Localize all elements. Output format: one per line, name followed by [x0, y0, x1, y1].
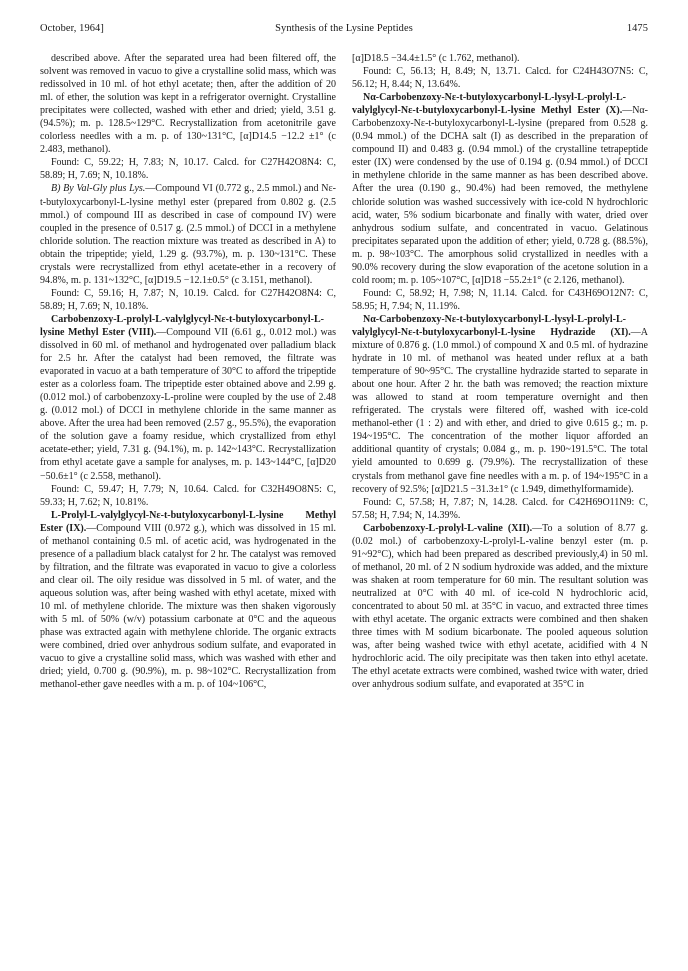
compound-heading: Nα-Carbobenzoxy-Nε-t-butyloxycarbonyl-L-lysyl-L-prolyl-L-valylglycyl-Nε-t-butyloxycarbonyl-L-lysine Methyl Ester (X). [352, 92, 626, 117]
header-page-number: 1475 [626, 23, 648, 34]
paragraph-text: Found: C, 59.22; H, 7.83; N, 10.17. Calcd. for C27H42O8N4: C, 58.89; H, 7.69; N, 10.18%. [40, 157, 336, 182]
paragraph-text: Found: C, 57.58; H, 7.87; N, 14.28. Calcd. for C42H69O11N9: C, 57.58; H, 7.94; N, 14.39%. [352, 496, 648, 521]
paragraph [352, 65, 648, 91]
left-column [40, 52, 336, 957]
paragraph [352, 287, 648, 313]
paragraph-text: Found: C, 56.13; H, 8.49; N, 13.71. Calcd. for C24H43O7N5: C, 56.12; H, 8.44; N, 13.64%. [352, 66, 648, 91]
header-title: Synthesis of the Lysine Peptides [275, 23, 413, 34]
paragraph [40, 509, 336, 692]
paragraph [40, 483, 336, 509]
paragraph [352, 522, 648, 692]
paragraph-text: —Compound VI (0.772 g., 2.5 mmol.) and Nε-t-butyloxycarbonyl-L-lysine methyl ester (prepared from 0.802 g. (2.5 mmol.) of compound III as described in case of compound IV) were coupled in the presence of 0.517 g. (2.5 mmol.) of DCCI in a methylene chloride solution. The reaction mixture was treated as described in A) to obtain the tripeptide; yield, 1.29 g. (93.7%), m. p. 130~131°C. These crystals were recrystallized from ethyl acetate-ether in a recovery of 94.8%, m. p. 131~132°C, [α]D19.5 −12.1±0.5° (c 3.151, methanol). [40, 183, 336, 286]
compound-heading: Carbobenzoxy-L-prolyl-L-valylglycyl-Nε-t-butyloxycarbonyl-L-lysine Methyl Ester (VIII). [40, 313, 324, 338]
paragraph [40, 182, 336, 286]
paragraph [352, 313, 648, 496]
compound-heading: L-Prolyl-L-valylglycyl-Nε-t-butyloxycarbonyl-L-lysine Methyl Ester (IX). [40, 509, 336, 534]
paragraph [40, 156, 336, 182]
paragraph-text: [α]D18.5 −34.4±1.5° (c 1.762, methanol). [352, 53, 520, 64]
header-date: October, 1964] [40, 23, 104, 34]
paragraph [40, 287, 336, 313]
paragraph-text: —Compound VII (6.61 g., 0.012 mol.) was dissolved in 60 ml. of methanol and hydrogenated over palladium black for 2.5 hr. After the catalyst had been removed, the filtrate was evaporated in vacuo at a bath temperature of 30°C to afford the tripeptide ester as a colorless foam. The tripeptide ester obtained above and 2.99 g. (0.012 mol.) of carbobenzoxy-L-proline were coupled by the use of 2.48 g. (0.012 mol.) of DCCI in methylene chloride in the same manner as above. After the urea had been removed (2.57 g., 95.5%), the evaporation of the solution gave a foamy residue, which crystallized from ethyl acetate-ether; yield, 7.31 g. (94.1%), m. p. 142~143°C. Recrystallization from ethyl acetate gave a sample for analyses, m. p. 143~144°C, [α]D20 −50.6±1° (c 2.558, methanol). [40, 326, 336, 482]
paragraph [352, 496, 648, 522]
paragraph-text: —Nα-Carbobenzoxy-Nε-t-butyloxycarbonyl-L-lysine (prepared from 0.528 g. (0.94 mmol.) of the DCHA salt (I) as described in the preparation of compound II) and 0.483 g. (0.94 mmol.) of the crystalline tetrapeptide ester (IX) were condensed by the use of 0.194 g. (0.94 mmol.) of DCCI in methylene chloride in the same manner as has been described above. After the urea (0.190 g., 90.4%) had been removed, the methylene chloride solution was washed successively with ice-cold N hydrochloric acid, water, 5% sodium bicarbonate and finally with water, dried over anhydrous sodium sulfate, and concentrated in vacuo. Gelatinous precipitates separated upon the addition of ether; yield, 0.728 g. (88.5%), m. p. 98~103°C. The amorphous solid crystallized in needles with a 90.0% recovery during the slow evaporation of the acetone solution in a cold room; m. p. 105~107°C, [α]D18 −55.2±1° (c 2.126, methanol). [352, 105, 648, 286]
paragraph [352, 91, 648, 287]
paragraph-text: —Compound VIII (0.972 g.), which was dissolved in 15 ml. of methanol containing 0.5 ml. of acetic acid, was hydrogenated in the presence of a palladium black catalyst for 2 hr. The catalyst was removed by filtration, and the filtrate was evaporated in vacuo to give a colorless and clear oil. The oily residue was dissolved in 5 ml. of water, and the aqueous solution was, after being washed with ethyl acetate, mixed with 10 ml. of methylene chloride. The mixture was then shaken vigorously with 5 ml. of 50% (w/v) potassium carbonate at 0°C and the aqueous phase was extracted again with methylene chloride. The organic extracts were combined, dried over anhydrous sodium sulfate, and evaporated in vacuo to give a crystalline solid mass, which was washed with ether and dried; yield, 0.700 g. (90.9%), m. p. 98~102°C. Recrystallization from methanol-ether gave needles with a m. p. of 104~106°C, [40, 522, 336, 691]
paragraph-text: Found: C, 59.47; H, 7.79; N, 10.64. Calcd. for C32H49O8N5: C, 59.33; H, 7.62; N, 10.81%. [40, 483, 336, 508]
paragraph-text: Found: C, 59.16; H, 7.87; N, 10.19. Calcd. for C27H42O8N4: C, 58.89; H, 7.69; N, 10.18%. [40, 287, 336, 312]
paragraph [352, 52, 648, 65]
compound-heading: Nα-Carbobenzoxy-Nε-t-butyloxycarbonyl-L-lysyl-L-prolyl-L-valylglycyl-Nε-t-butyloxycarbonyl-L-lysine Hydrazide (XI). [352, 313, 631, 338]
right-column [352, 52, 648, 957]
paragraph-text: —To a solution of 8.77 g. (0.02 mol.) of carbobenzoxy-L-prolyl-L-valine benzyl ester (m. p. 91~92°C), which had been prepared as described previously,4) in 50 ml. of methanol, 20 ml. of 2 N sodium hydroxide was added, and the mixture was shaken at room temperature for 60 min. The resultant solution was neutralized at 0°C with 40 ml. of ice-cold N hydrochloric acid, concentrated to about 50 ml. at 35°C in vacuo, and extracted three times with ethyl acetate. The organic extracts were combined and then shaken three times with M sodium bicarbonate. The pooled aqueous solution was, after being washed twice with ethyl acetate, acidified with 4 N hydrochloric acid. The oily precipitate was then taken into ethyl acetate. The ethyl acetate extracts were combined, washed twice with water, dried over anhydrous sodium sulfate, and evaporated at 35°C in [352, 522, 648, 691]
paragraph-text: Found: C, 58.92; H, 7.98; N, 11.14. Calcd. for C43H69O12N7: C, 58.95; H, 7.94; N, 11.19%. [352, 287, 648, 312]
paragraph [40, 52, 336, 156]
method-heading: B) By Val-Gly plus Lys. [51, 183, 146, 195]
paragraph-text: described above. After the separated urea had been filtered off, the solvent was removed in vacuo to give a crystalline solid mass, which was redissolved in 10 ml. of hot ethyl acetate; then, after the addition of 20 ml. of ether, the solution was kept in a refrigerator overnight. Crystalline precipitates were collected, washed with ether and dried; yield, 3.51 g. (94.5%); m. p. 128.5~129°C. Recrystallization from acetonitrile gave colorless needles with a m. p. of 130~131°C, [α]D14.5 −12.2 ±1° (c 2.483, methanol). [40, 53, 336, 156]
running-header [40, 23, 648, 39]
paragraph-text: —A mixture of 0.876 g. (1.0 mmol.) of compound X and 0.5 ml. of hydrazine hydrate in 10 ml. of methanol was heated under reflux at a bath temperature of 90~95°C. The crystalline hydrazide started to separate in about one hour. After 2 hr. the bath was removed; the reaction mixture was allowed to stand at room temperature overnight and then refrigerated. The crystals were filtered off, washed with ice-cold methanol-ether (1 : 2) and with ether, and dried to give 0.615 g.; m. p. 194~195°C. The concentration of the mother liquor afforded an additional quantity of crystals; 0.084 g., m. p. 190~191.5°C. The total yield amounted to 0.699 g. (79.9%). The recrystallization of these crystals from methanol gave fine needles with a m. p. of 194~195°C in a recovery of 92.5%; [α]D21.5 −31.3±1° (c 1.949, dimethylformamide). [352, 326, 648, 495]
compound-heading: Carbobenzoxy-L-prolyl-L-valine (XII). [363, 522, 533, 534]
paragraph [40, 313, 336, 483]
